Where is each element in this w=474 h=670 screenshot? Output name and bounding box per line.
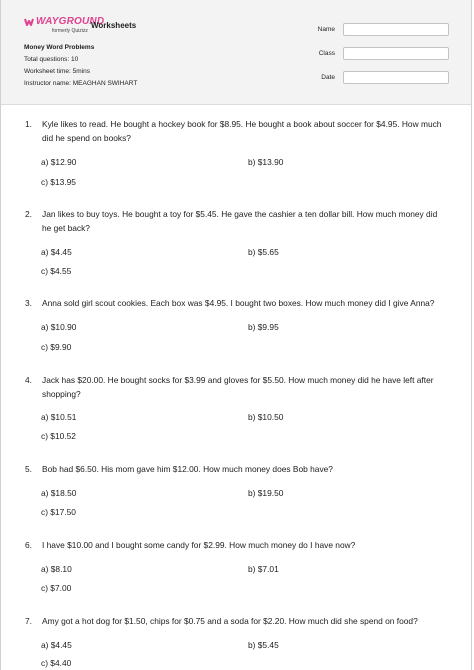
question-number: 7.: [25, 616, 32, 626]
answer-option[interactable]: c) $9.90: [41, 342, 72, 352]
brand-subtitle: formerly Quizizz: [52, 28, 88, 34]
question-text: Anna sold girl scout cookies. Each box was $4.95. I bought two boxes. How much money did I give Anna?: [42, 298, 435, 308]
wayground-logo-icon: [24, 17, 34, 27]
question-text: Bob had $6.50. His mom gave him $12.00. How much money does Bob have?: [42, 464, 333, 474]
class-field[interactable]: [343, 47, 449, 60]
answer-option[interactable]: b) $5.45: [248, 640, 279, 650]
question-text: Amy got a hot dog for $1.50, chips for $0.75 and a soda for $2.20. How much did she spend on food?: [42, 616, 418, 626]
answer-option[interactable]: b) $9.95: [248, 322, 279, 332]
question-number: 2.: [25, 209, 32, 219]
answer-option[interactable]: a) $18.50: [41, 488, 77, 498]
answer-option[interactable]: b) $10.50: [248, 412, 284, 422]
answer-option[interactable]: b) $13.90: [248, 157, 284, 167]
question-text: Jack has $20.00. He bought socks for $3.99 and gloves for $5.50. How much money did he have left after shopping?: [42, 375, 434, 399]
brand-name: WAYGROUND: [36, 16, 105, 27]
question-text: Jan likes to buy toys. He bought a toy for $5.45. He gave the cashier a ten dollar bill. How much money did he get back?: [42, 209, 438, 233]
question-number: 4.: [25, 375, 32, 385]
question-number: 6.: [25, 540, 32, 550]
worksheet-title: Money Word Problems: [24, 44, 95, 51]
question-number: 1.: [25, 119, 32, 129]
answer-option[interactable]: a) $4.45: [41, 640, 72, 650]
date-field[interactable]: [343, 71, 449, 84]
worksheet-header: [1, 0, 471, 105]
question-text: Kyle likes to read. He bought a hockey book for $8.95. He bought a book about soccer for $4.95. How much did he spend on books?: [42, 119, 442, 143]
answer-option[interactable]: b) $5.65: [248, 247, 279, 257]
answer-option[interactable]: c) $7.00: [41, 583, 72, 593]
answer-option[interactable]: a) $10.90: [41, 322, 77, 332]
answer-option[interactable]: a) $4.45: [41, 247, 72, 257]
answer-option[interactable]: c) $4.40: [41, 658, 72, 668]
worksheet-time: Worksheet time: 5mins: [24, 68, 90, 75]
question-number: 3.: [25, 298, 32, 308]
name-label: Name: [317, 26, 335, 33]
answer-option[interactable]: c) $13.95: [41, 177, 76, 187]
answer-option[interactable]: a) $10.51: [41, 412, 77, 422]
total-questions: Total questions: 10: [24, 56, 79, 63]
question-text: I have $10.00 and I bought some candy for $2.99. How much money do I have now?: [42, 540, 356, 550]
answer-option[interactable]: c) $4.55: [41, 266, 72, 276]
worksheets-label: Worksheets: [91, 21, 137, 30]
answer-option[interactable]: b) $19.50: [248, 488, 284, 498]
answer-option[interactable]: a) $12.90: [41, 157, 77, 167]
instructor-name: Instructor name: MEAGHAN SWIHART: [24, 80, 138, 87]
answer-option[interactable]: c) $10.52: [41, 431, 76, 441]
answer-option[interactable]: a) $8.10: [41, 564, 72, 574]
date-label: Date: [321, 74, 335, 81]
name-field[interactable]: [343, 23, 449, 36]
question-number: 5.: [25, 464, 32, 474]
answer-option[interactable]: c) $17.50: [41, 507, 76, 517]
class-label: Class: [318, 50, 335, 57]
answer-option[interactable]: b) $7.01: [248, 564, 279, 574]
